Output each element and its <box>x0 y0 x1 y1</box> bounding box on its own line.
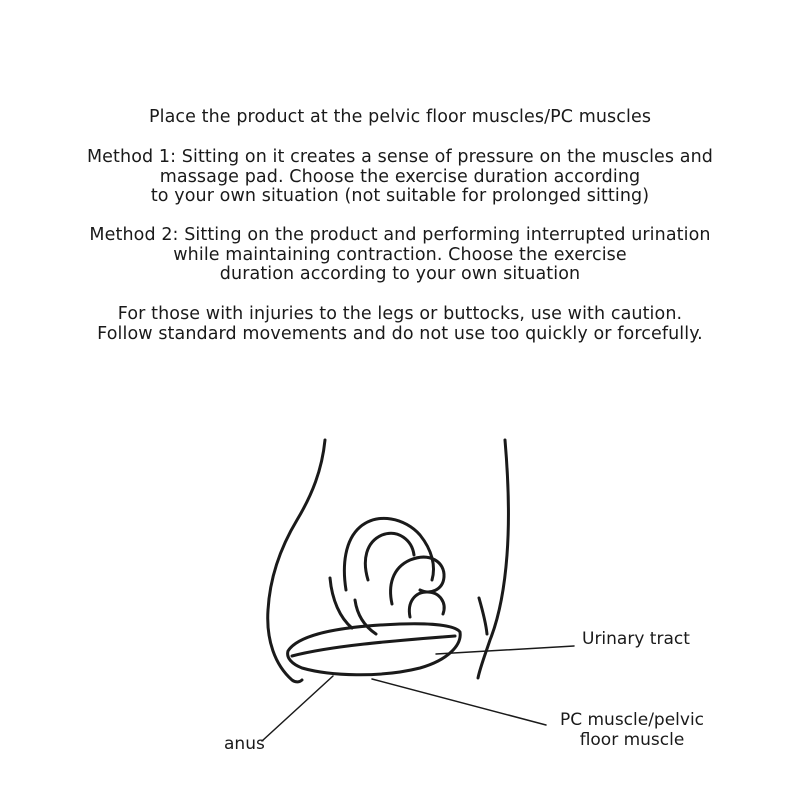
right-body-outline <box>478 440 508 678</box>
organ-rectum-curve <box>330 578 352 628</box>
pc-muscle-label <box>548 710 716 750</box>
left-body-outline <box>268 440 325 682</box>
organ-uterus-loop <box>391 557 444 604</box>
method-2-line: while maintaining contraction. Choose the exercise <box>173 244 627 265</box>
anus-leader <box>262 676 333 741</box>
caution-line: For those with injuries to the legs or buttocks, use with caution. <box>117 304 683 324</box>
pc-muscle-leader <box>372 679 546 725</box>
organ-middle-curve <box>365 533 414 580</box>
organ-lower-curve <box>355 600 376 634</box>
method-1-line: Method 1: Sitting on it creates a sense of pressure on the muscles and <box>86 147 714 167</box>
organ-bladder-loop <box>409 592 444 617</box>
method-1-line: massage pad. Choose the exercise duration according <box>159 166 641 187</box>
thigh-crease <box>479 598 487 634</box>
pc-muscle-label-line: PC muscle/pelvic <box>559 710 705 730</box>
organ-outer-curve <box>344 518 433 590</box>
instructions-title: Place the product at the pelvic floor muscles/PC muscles <box>148 107 652 127</box>
product-pad-inner-edge <box>292 636 455 656</box>
method-2-line: duration according to your own situation <box>219 264 581 284</box>
caution-line: Follow standard movements and do not use too quickly or forcefully. <box>97 323 703 344</box>
urinary-tract-label: Urinary tract <box>582 629 690 649</box>
method-2-line: Method 2: Sitting on the product and performing interrupted urination <box>89 225 711 245</box>
pc-muscle-label-line: floor muscle <box>579 730 685 750</box>
anus-label: anus <box>224 734 265 754</box>
method-1-line: to your own situation (not suitable for prolonged sitting) <box>150 186 650 206</box>
